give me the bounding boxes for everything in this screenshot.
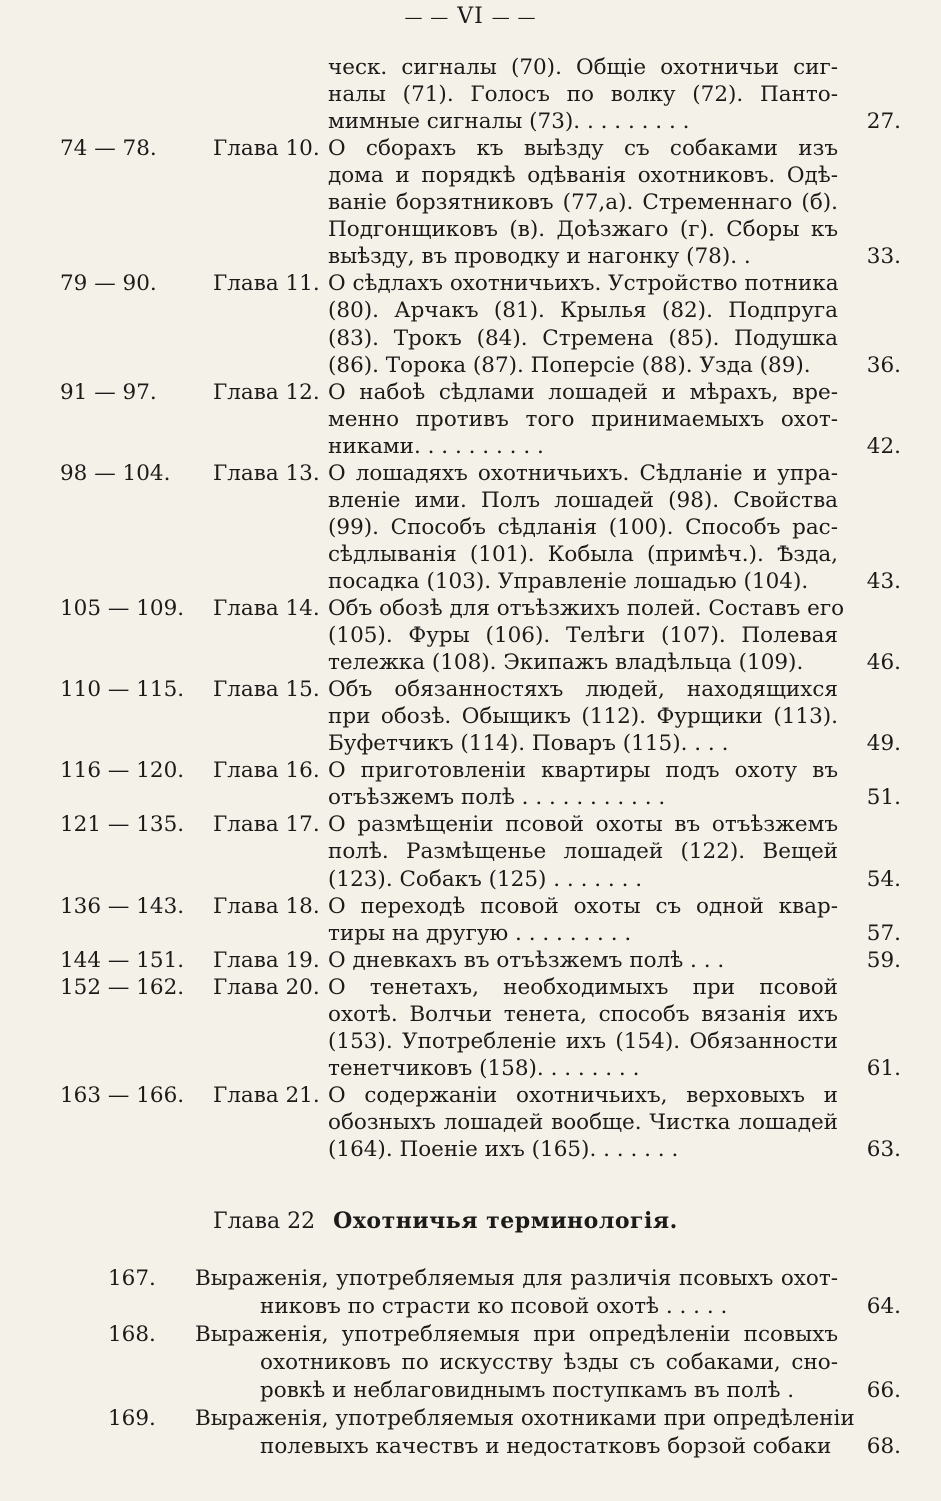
paragraph-number: 168. (108, 1322, 156, 1347)
page-number: 68. (866, 1434, 901, 1459)
toc-line (0, 1082, 941, 1109)
item-text: полевыхъ качествъ и недостатковъ борзой собаки (260, 1434, 832, 1459)
item-text: Выраженiя, употребляемыя для различiя псовыхъ охот- (195, 1266, 838, 1291)
paragraph-number: 167. (108, 1266, 156, 1291)
toc-line (0, 866, 941, 893)
page-number: 46. (866, 650, 901, 676)
entry-text: тележка (108). Экипажъ владѣльца (109). (328, 650, 804, 676)
toc-line (0, 270, 941, 297)
chapter-label: Глава 19. (213, 947, 320, 973)
entry-text: О приготовленiи квартиры подъ охоту въ (328, 758, 838, 784)
paragraph-range: 79 — 90. (60, 271, 157, 297)
entry-text: (99). Способъ сѣдланiя (100). Способъ рас- (328, 514, 838, 540)
page-number: 27. (866, 109, 901, 135)
entry-text: полѣ. Размѣщенье лошадей (122). Вещей (328, 839, 838, 865)
page-number-roman: VI (457, 4, 484, 29)
paragraph-range: 152 — 162. (60, 974, 185, 1000)
page-number: 59. (866, 947, 901, 973)
toc-line (0, 622, 941, 649)
toc-line (0, 784, 941, 811)
entry-text: сѣдлыванiя (101). Кобыла (примѣч.). Ѣзда, (328, 541, 838, 567)
entry-text: никами. . . . . . . . . . (328, 433, 544, 459)
paragraph-range: 116 — 120. (60, 758, 185, 784)
entry-text: О лошадяхъ охотничьихъ. Сѣдланiе и упра- (328, 460, 838, 486)
chapter-label: Глава 12. (213, 379, 320, 405)
entry-text: Подгонщиковъ (в). Доѣзжаго (г). Сборы къ (328, 217, 838, 243)
item-text: ровкѣ и неблаговиднымъ поступкамъ въ полѣ . (260, 1378, 795, 1403)
entry-text: тенетчиковъ (158). . . . . . . . (328, 1055, 640, 1081)
toc-line (0, 487, 941, 514)
entry-text: Буфетчикъ (114). Поваръ (115). . . . (328, 731, 729, 757)
toc-line (0, 649, 941, 676)
toc-line (0, 433, 941, 460)
toc-line (0, 162, 941, 189)
paragraph-range: 91 — 97. (60, 379, 157, 405)
toc-line (0, 189, 941, 216)
toc-line (0, 135, 941, 162)
chapter-label: Глава 11. (213, 271, 320, 297)
chapter-label: Глава 10. (213, 136, 320, 162)
term-line (0, 1405, 941, 1432)
term-line (0, 1433, 941, 1460)
entry-text: (83). Трокъ (84). Стремена (85). Подушка (328, 325, 838, 351)
entry-text: (153). Употребленiе ихъ (154). Обязанности (328, 1028, 838, 1054)
entry-text: О содержанiи охотничьихъ, верховыхъ и (328, 1082, 838, 1108)
entry-text: О переходѣ псовой охоты съ одной квар- (328, 893, 838, 919)
entry-text: О тенетахъ, необходимыхъ при псовой (328, 974, 838, 1000)
entry-text: вленiе ими. Полъ лошадей (98). Свойства (328, 487, 838, 513)
toc-line (0, 1055, 941, 1082)
toc-line (0, 406, 941, 433)
entry-text: Объ обозѣ для отъѣзжихъ полей. Составъ его (328, 596, 845, 621)
toc-line (0, 595, 941, 622)
paragraph-range: 110 — 115. (60, 677, 185, 703)
chapter-label: Глава 18. (213, 893, 320, 919)
item-text: никовъ по страсти ко псовой охотѣ . . . . . (260, 1294, 728, 1319)
entry-text: О сборахъ къ выѣзду съ собаками изъ (328, 136, 838, 162)
entry-text: выѣзду, въ проводку и нагонку (78). . (328, 244, 751, 270)
section-label: Глава 22 (213, 1209, 316, 1234)
entry-text: (164). Поенiе ихъ (165). . . . . . . (328, 1137, 679, 1162)
term-line (0, 1349, 941, 1376)
page-number: 57. (866, 920, 901, 946)
entry-text: дома и порядкѣ одѣванiя охотниковъ. Одѣ- (328, 163, 838, 189)
term-line (0, 1293, 941, 1320)
page-number: 43. (866, 568, 901, 594)
page-number: 49. (866, 731, 901, 757)
paragraph-range: 74 — 78. (60, 136, 157, 162)
chapter-label: Глава 14. (213, 596, 320, 621)
entry-text: ванiе борзятниковъ (77,а). Стременнаго (б). (328, 190, 838, 216)
toc-line (0, 460, 941, 487)
item-text: охотниковъ по искусству ѣзды съ собаками, сно- (260, 1350, 838, 1375)
toc-line (0, 216, 941, 243)
entry-text: налы (71). Голосъ по волку (72). Панто- (328, 82, 838, 108)
paragraph-range: 163 — 166. (60, 1082, 185, 1108)
section-heading (213, 1208, 678, 1234)
term-line (0, 1265, 941, 1292)
toc-line (0, 676, 941, 703)
toc-line (0, 893, 941, 920)
toc-line (0, 730, 941, 757)
term-line (0, 1377, 941, 1404)
entry-text: О набоѣ сѣдлами лошадей и мѣрахъ, вре- (328, 379, 838, 405)
paragraph-range: 121 — 135. (60, 812, 185, 838)
paragraph-range: 105 — 109. (60, 596, 185, 621)
paragraph-range: 144 — 151. (60, 947, 185, 973)
chapter-label: Глава 17. (213, 812, 320, 838)
entry-text: мимные сигналы (73). . . . . . . . . (328, 109, 690, 135)
toc-line (0, 757, 941, 784)
chapter-label: Глава 20. (213, 974, 320, 1000)
entry-text: тиры на другую . . . . . . . . . (328, 920, 632, 946)
toc-line (0, 974, 941, 1001)
term-line (0, 1321, 941, 1348)
entry-text: О дневкахъ въ отъѣзжемъ полѣ . . . (328, 947, 725, 973)
toc-line (0, 1001, 941, 1028)
page-number: 64. (866, 1294, 901, 1319)
page-number: 51. (866, 785, 901, 811)
entry-text: (86). Торока (87). Поперсiе (88). Узда (89). (328, 352, 811, 378)
page-number: 33. (866, 244, 901, 270)
toc-line (0, 514, 941, 541)
entry-text: (123). Собакъ (125) . . . . . . . (328, 866, 643, 892)
chapter-label: Глава 21. (213, 1082, 320, 1108)
entry-text: О сѣдлахъ охотничьихъ. Устройство потника (328, 271, 839, 297)
item-text: Выраженiя, употребляемыя при опредѣленiи псовыхъ (195, 1322, 838, 1347)
toc-line (0, 1136, 941, 1163)
chapter-label: Глава 15. (213, 677, 320, 703)
page-number: 42. (866, 433, 901, 459)
page-number: 66. (866, 1378, 901, 1403)
toc-line (0, 297, 941, 324)
toc-line (0, 947, 941, 974)
toc-line (0, 541, 941, 568)
toc-line (0, 54, 941, 81)
page-number: 36. (866, 352, 901, 378)
entry-text: при обозѣ. Обыщикъ (112). Фурщики (113). (328, 704, 838, 730)
section-title: Охотничья терминологiя. (333, 1208, 678, 1234)
toc-line (0, 325, 941, 352)
entry-text: охотѣ. Волчьи тенета, способъ вязанiя ихъ (328, 1001, 838, 1027)
toc-line (0, 568, 941, 595)
toc-line (0, 243, 941, 270)
toc-line (0, 81, 941, 108)
chapter-label: Глава 16. (213, 758, 320, 784)
entry-text: ческ. сигналы (70). Общiе охотничьи сиг- (328, 55, 838, 80)
entry-text: О размѣщенiи псовой охоты въ отъѣзжемъ (328, 812, 838, 838)
page-number: 61. (866, 1055, 901, 1081)
toc-line (0, 838, 941, 865)
toc-line (0, 108, 941, 135)
entry-text: менно противъ того принимаемыхъ охот- (328, 406, 838, 432)
toc-line (0, 379, 941, 406)
entry-text: отъѣзжемъ полѣ . . . . . . . . . . . (328, 785, 666, 811)
toc-line (0, 1109, 941, 1136)
paragraph-number: 169. (108, 1406, 156, 1431)
toc-line (0, 1028, 941, 1055)
item-text: Выраженiя, употребляемыя охотниками при опредѣленiи (195, 1406, 855, 1431)
entry-text: (105). Фуры (106). Телѣги (107). Полевая (328, 623, 838, 649)
toc-line (0, 352, 941, 379)
paragraph-range: 98 — 104. (60, 460, 171, 486)
page-number: 63. (866, 1137, 901, 1162)
toc-line (0, 811, 941, 838)
entry-text: Объ обязанностяхъ людей, находящихся (328, 677, 838, 703)
paragraph-range: 136 — 143. (60, 893, 185, 919)
entry-text: обозныхъ лошадей вообще. Чистка лошадей (328, 1109, 838, 1135)
entry-text: (80). Арчакъ (81). Крылья (82). Подпруга (328, 298, 838, 324)
toc-line (0, 920, 941, 947)
page-header: — — VI — — (404, 4, 537, 29)
chapter-label: Глава 13. (213, 460, 320, 486)
entry-text: посадка (103). Управленiе лошадью (104). (328, 568, 809, 594)
toc-line (0, 703, 941, 730)
page-number: 54. (866, 866, 901, 892)
